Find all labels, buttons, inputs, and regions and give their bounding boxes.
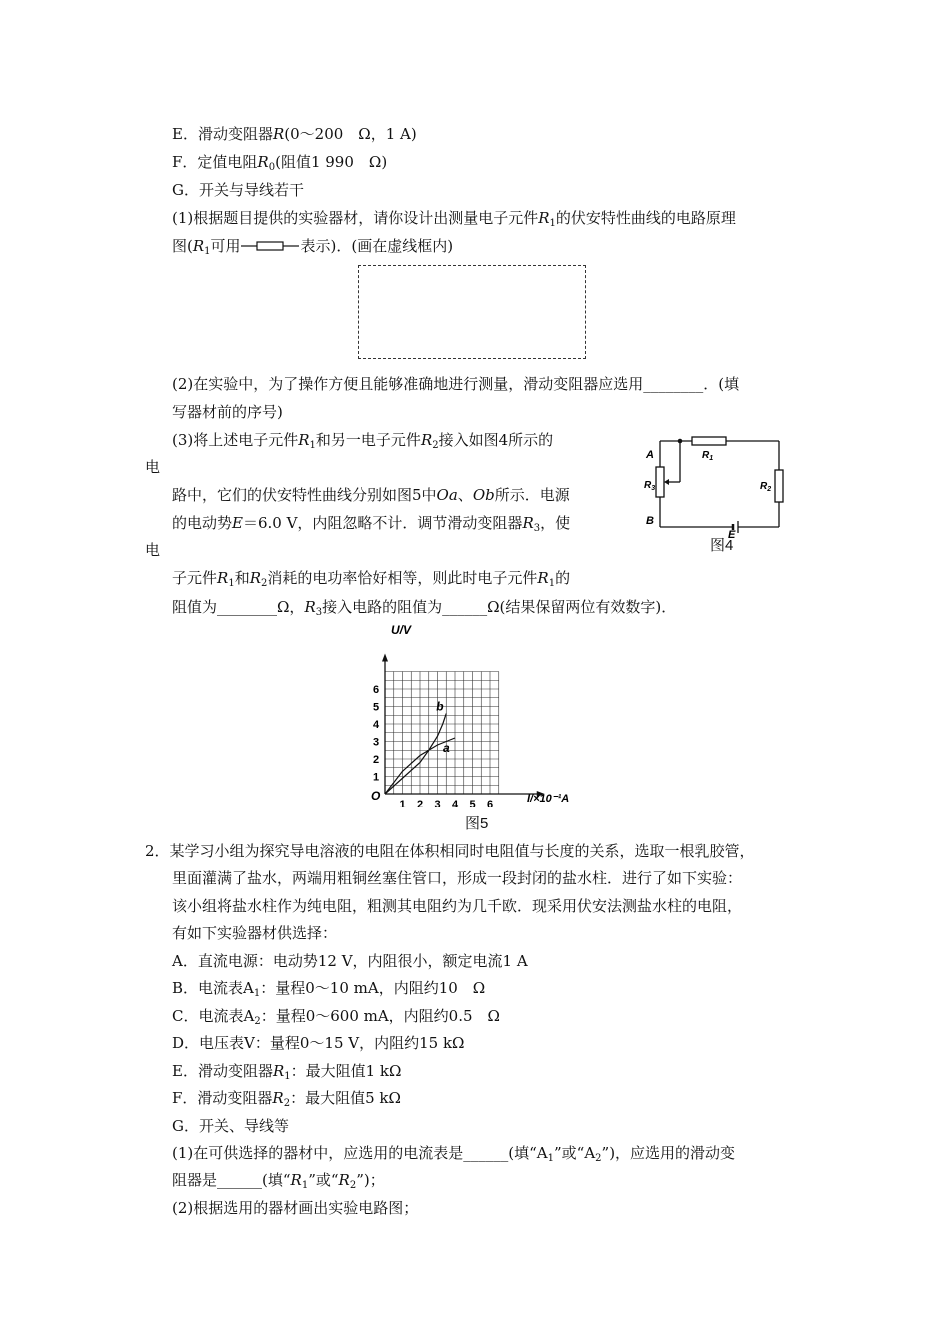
y-tick-label: 1 [373, 771, 380, 784]
q3-l3-var: R [522, 514, 534, 532]
q3-l4-var3: R [537, 569, 549, 587]
series-label-b: b [436, 699, 444, 714]
p2-q1-l2-var1: R [290, 1171, 302, 1189]
p2-item-e-text: E．滑动变阻器 [172, 1062, 273, 1080]
resistor-symbol-icon [241, 240, 301, 252]
item-f-value: (阻值1 990 Ω) [275, 153, 388, 171]
q3-l4-a: 子元件 [172, 569, 218, 587]
y-tick-label: 5 [373, 701, 380, 714]
q3-l2-a: 路中，它们的伏安特性曲线分别如图5中 [172, 486, 437, 504]
q3-l4-sub3: 1 [548, 578, 556, 589]
p2-q1-l1-b: ”或“A [553, 1144, 596, 1162]
p2-item-d: D．电压表V：量程0～15 V，内阻约15 kΩ [172, 1034, 465, 1052]
x-tick-label: 3 [434, 799, 441, 807]
q1-line2-var: R [192, 237, 205, 255]
p2-item-b-suffix: ：量程0～10 mA，内阻约10 Ω [260, 979, 486, 997]
item-g-line: G．开关与导线若干 [172, 181, 304, 199]
p2-item-a: A．直流电源：电动势12 V，内阻很小，额定电流1 A [172, 952, 528, 970]
q3-l2-b: 、 [457, 486, 473, 504]
q3-l3-c: ，使 [540, 514, 571, 532]
q3-wrap1: 电 [145, 458, 161, 476]
figure5-caption: 图5 [465, 815, 489, 832]
q3-l3-sub: 3 [533, 523, 541, 534]
y-tick-label: 2 [373, 754, 380, 766]
p2-item-f-var: R [272, 1089, 284, 1107]
q3-l1-var1: R [298, 431, 310, 449]
q3-l1-sub1: 1 [309, 440, 316, 451]
q3-l4-var1: R [217, 569, 229, 587]
x-axis-label: I/×10⁻¹A [527, 793, 570, 805]
p2-q1-l1-sub1: 1 [547, 1153, 554, 1164]
label-r2: R [760, 481, 768, 492]
label-e: E [728, 529, 736, 541]
q3-l4-var2: R [249, 569, 261, 587]
q3-l4-sub1: 1 [228, 578, 235, 589]
p2-q1-l2-a: 阻器是______(填“ [172, 1171, 291, 1189]
p2-item-f-sub: 2 [283, 1098, 291, 1109]
item-e-text: E．滑动变阻器 [172, 125, 273, 143]
q3-l1-a: (3)将上述电子元件 [172, 431, 299, 449]
q1-line2 [172, 236, 453, 256]
q3-l4-d: 的 [555, 569, 571, 587]
item-e-range: (0～200 Ω，1 A) [284, 125, 417, 143]
x-tick-label: 5 [469, 799, 476, 807]
p2-item-e [172, 1061, 401, 1081]
y-tick-label: 6 [373, 684, 380, 696]
label-r1-sub: 1 [709, 455, 714, 462]
p2-q1-line1 [172, 1143, 735, 1163]
p2-item-g: G．开关、导线等 [172, 1117, 289, 1135]
y-axis-label: U/V [391, 623, 412, 637]
p2-q1-l1-sub2: 2 [595, 1153, 602, 1164]
q3-line1 [172, 430, 553, 450]
q3-l3-e: E [232, 514, 243, 532]
r2-resistor [775, 470, 783, 502]
p2-item-e-suffix: ：最大阻值1 kΩ [290, 1062, 402, 1080]
r3-rheostat [656, 467, 664, 497]
p2-q1-l2-var2: R [338, 1171, 350, 1189]
item-f-text: F．定值电阻 [172, 153, 258, 171]
q2-main-line3: 该小组将盐水柱作为纯电阻，粗测其电阻约为几千欧．现采用伏安法测盐水柱的电阻， [172, 897, 743, 915]
svg-text:R1 [702, 450, 713, 462]
p2-item-e-sub: 1 [284, 1071, 291, 1082]
p2-q1-l2-c: ”)； [356, 1171, 385, 1189]
p2-q1-l2-sub1: 1 [301, 1180, 309, 1191]
q3-l5-sub: 3 [315, 607, 323, 618]
p2-q1-l2-b: ”或“ [308, 1171, 339, 1189]
q2-line2: 写器材前的序号) [172, 403, 283, 421]
x-tick-label: 1 [399, 799, 406, 807]
q2-main-line4: 有如下实验器材供选择： [172, 924, 338, 942]
series-label-a: a [443, 741, 450, 755]
p2-item-c-suffix: ：量程0～600 mA，内阻约0.5 Ω [260, 1007, 500, 1025]
y-tick-label: 3 [373, 736, 380, 749]
q1-line1-text: (1)根据题目提供的实验器材，请你设计出测量电子元件 [172, 209, 539, 227]
q3-line3 [172, 513, 570, 533]
svg-text:R3 [644, 480, 655, 492]
q1-line2-suffix: 表示)．(画在虚线框内) [300, 237, 454, 255]
q1-line1-var: R [538, 209, 550, 227]
label-r1: R [702, 450, 710, 461]
q3-l5-var: R [304, 598, 316, 616]
p2-item-b-text: B．电流表A [172, 979, 254, 997]
p2-item-b-sub: 1 [253, 988, 261, 999]
y-tick-label: 4 [373, 719, 380, 731]
p2-item-c [172, 1006, 500, 1026]
q3-line4 [172, 568, 570, 588]
p2-q2-line: (2)根据选用的器材画出实验电路图； [172, 1199, 419, 1217]
p2-item-b [172, 978, 485, 998]
item-f-var: R [257, 153, 269, 171]
x-tick-label: 2 [417, 799, 424, 807]
q3-wrap2: 电 [145, 541, 161, 559]
figure4-caption: 图4 [710, 537, 734, 554]
p2-item-e-var: R [272, 1062, 285, 1080]
q3-l2-oa: Oa [436, 486, 458, 504]
label-a: A [646, 449, 654, 461]
label-b: B [646, 515, 654, 527]
item-f-line [172, 152, 387, 172]
p2-q1-l2-sub2: 2 [349, 1180, 357, 1191]
q1-line2-mid: 可用 [210, 237, 241, 255]
q1-line1-sub: 1 [549, 218, 556, 229]
q3-l1-var2: R [420, 431, 433, 449]
p2-q1-line2 [172, 1170, 385, 1190]
q2-main-line2: 里面灌满了盐水，两端用粗铜丝塞住管口，形成一段封闭的盐水柱．进行了如下实验： [172, 869, 743, 887]
q3-l1-sub2: 2 [432, 440, 439, 451]
q2-main-line1: 2．某学习小组为探究导电溶液的电阻在体积相同时电阻值与长度的关系，选取一根乳胶管， [145, 842, 755, 860]
label-r3: R [644, 480, 652, 491]
x-tick-label: 4 [452, 799, 459, 807]
q1-line1-suffix: 的伏安特性曲线的电路原理 [555, 209, 736, 227]
q3-l4-sub2: 2 [261, 578, 268, 589]
q3-line2 [172, 485, 570, 505]
q1-line2-text: 图( [172, 237, 193, 255]
y-axis-arrow [382, 654, 388, 662]
q3-l5-b: 接入电路的阻值为______Ω(结果保留两位有效数字)． [322, 598, 677, 616]
p2-item-c-text: C．电流表A [172, 1007, 255, 1025]
p2-item-f-text: F．滑动变阻器 [172, 1089, 273, 1107]
item-e-line [172, 124, 417, 144]
junction-dot [678, 439, 683, 444]
q3-line5 [172, 597, 676, 617]
q3-l2-c: 所示．电源 [494, 486, 570, 504]
chart-grid [385, 672, 499, 795]
q3-l3-a: 的电动势 [172, 514, 233, 532]
iv-chart [365, 622, 595, 807]
q3-l1-b: 和另一电子元件 [315, 431, 421, 449]
item-f-sub: 0 [268, 162, 276, 173]
label-r3-sub: 3 [651, 485, 656, 492]
x-tick-label: 6 [487, 799, 494, 807]
q1-line1 [172, 208, 736, 228]
p2-item-f [172, 1088, 401, 1108]
q3-l3-b: ＝6.0 V，内阻忽略不计．调节滑动变阻器 [242, 514, 523, 532]
p2-item-c-sub: 2 [254, 1016, 261, 1027]
p2-item-f-suffix: ：最大阻值5 kΩ [290, 1089, 401, 1107]
origin-label: O [371, 789, 381, 803]
q3-l1-c: 接入如图4所示的 [438, 431, 554, 449]
item-e-var: R [272, 125, 285, 143]
q1-line2-sub: 1 [204, 246, 211, 257]
q3-l5-a: 阻值为________Ω， [172, 598, 305, 616]
q3-l4-b: 和 [234, 569, 250, 587]
svg-text:R2 [760, 481, 771, 493]
q3-l2-ob: Ob [472, 486, 495, 504]
p2-q1-l1-a: (1)在可供选择的器材中，应选用的电流表是______(填“A [172, 1144, 548, 1162]
p2-q1-l1-c: ”)，应选用的滑动变 [601, 1144, 736, 1162]
answer-drawing-box[interactable] [358, 265, 586, 359]
r1-resistor [692, 437, 726, 445]
q2-line1: (2)在实验中，为了操作方便且能够准确地进行测量，滑动变阻器应选用________．(填 [172, 375, 740, 393]
label-r2-sub: 2 [767, 486, 772, 493]
q3-l4-c: 消耗的电功率恰好相等，则此时电子元件 [267, 569, 538, 587]
